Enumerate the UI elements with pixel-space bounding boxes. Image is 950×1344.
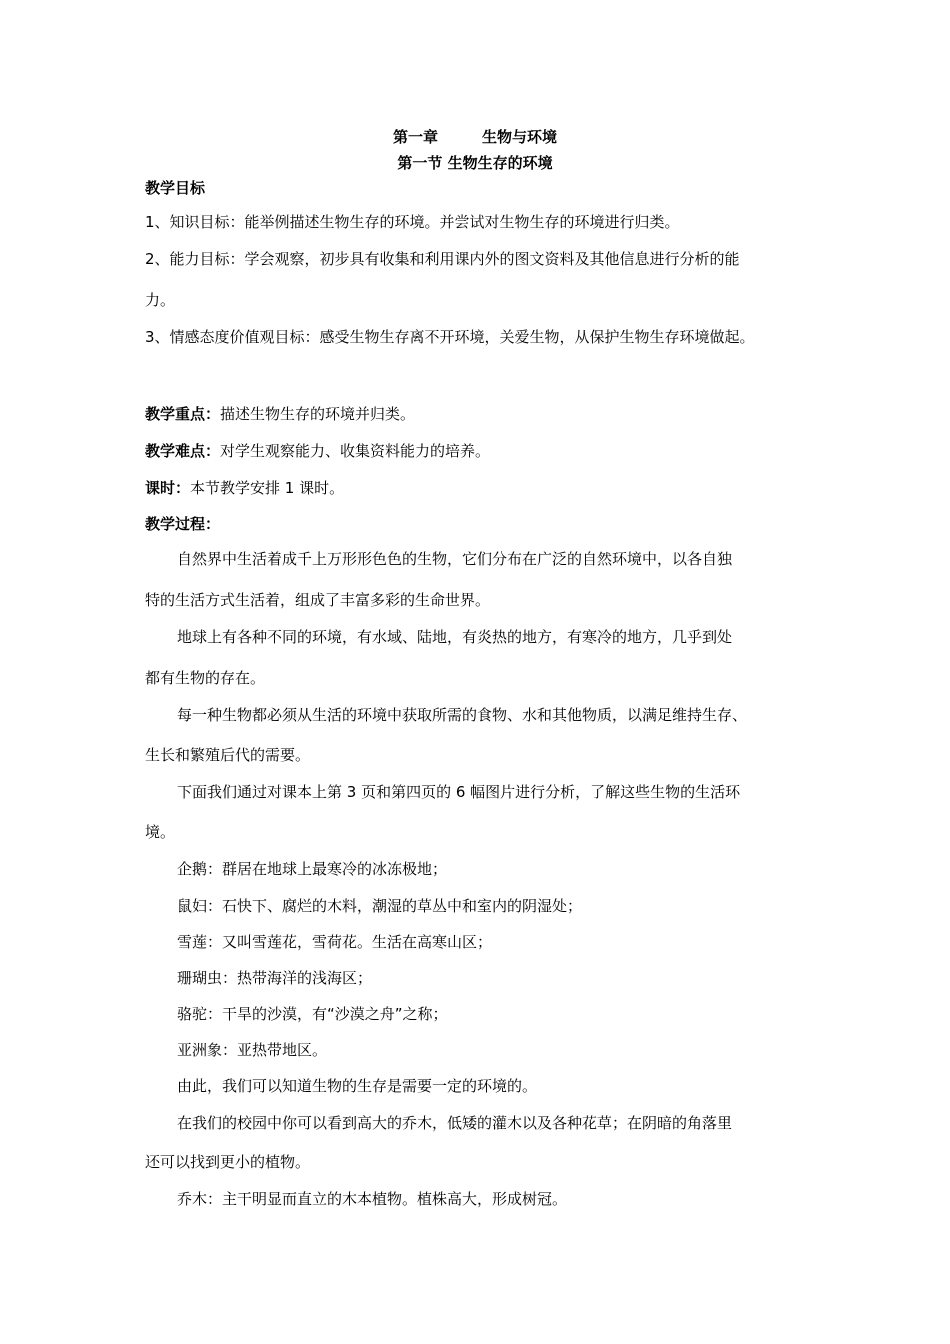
organism-elephant: 亚洲象：亚热带地区。 (177, 1041, 328, 1059)
section-title: 第一节 生物生存的环境 (397, 154, 553, 172)
paragraph-2-line2: 都有生物的存在。 (145, 669, 266, 687)
paragraph-3-line1: 每一种生物都必须从生活的环境中获取所需的食物、水和其他物质，以满足维持生存、 (177, 706, 748, 724)
paragraph-1-line2: 特的生活方式生活着，组成了丰富多彩的生命世界。 (145, 591, 491, 609)
key-points-label: 教学重点： (145, 405, 221, 423)
class-hours-text: 本节教学安排 1 课时。 (190, 479, 345, 497)
conclusion: 由此，我们可以知道生物的生存是需要一定的环境的。 (177, 1077, 538, 1095)
paragraph-4-line1: 下面我们通过对课本上第 3 页和第四页的 6 幅图片进行分析，了解这些生物的生活环 (177, 783, 741, 801)
chapter-label: 第一章 (392, 128, 438, 146)
paragraph-1-line1: 自然界中生活着成千上万形形色色的生物，它们分布在广泛的自然环境中，以各自独 (177, 550, 733, 568)
difficulties-text: 对学生观察能力、收集资料能力的培养。 (220, 442, 491, 460)
organism-camel: 骆驼：干旱的沙漠，有“沙漠之舟”之称； (177, 1005, 448, 1023)
paragraph-3-line2: 生长和繁殖后代的需要。 (145, 746, 311, 764)
paragraph-5-line1: 在我们的校园中你可以看到高大的乔木，低矮的灌木以及各种花草；在阴暗的角落里 (177, 1114, 733, 1132)
process-heading: 教学过程： (145, 515, 221, 533)
organism-coral: 珊瑚虫：热带海洋的浅海区； (177, 969, 373, 987)
class-hours-label: 课时： (145, 479, 191, 497)
paragraph-2-line1: 地球上有各种不同的环境，有水域、陆地，有炎热的地方，有寒冷的地方，几乎到处 (177, 628, 733, 646)
chapter-name: 生物与环境 (482, 128, 558, 146)
objective-ability-line2: 力。 (145, 291, 176, 309)
objective-ability-line1: 2、能力目标：学会观察，初步具有收集和利用课内外的图文资料及其他信息进行分析的能 (145, 250, 740, 268)
chapter-title (0, 127, 950, 147)
tree-definition: 乔木：主干明显而直立的木本植物。植株高大，形成树冠。 (177, 1190, 568, 1208)
organism-penguin: 企鹅：群居在地球上最寒冷的冰冻极地； (177, 860, 448, 878)
paragraph-5-line2: 还可以找到更小的植物。 (145, 1153, 311, 1171)
paragraph-4-line2: 境。 (145, 823, 176, 841)
objectives-heading: 教学目标 (145, 179, 206, 197)
class-hours (145, 478, 344, 498)
organism-snow-lotus: 雪莲：又叫雪莲花，雪荷花。生活在高寒山区； (177, 933, 493, 951)
objective-attitude: 3、情感态度价值观目标：感受生物生存离不开环境，关爱生物，从保护生物生存环境做起。 (145, 328, 755, 346)
key-points-text: 描述生物生存的环境并归类。 (220, 405, 416, 423)
key-points (145, 404, 415, 424)
organism-woodlouse: 鼠妇：石快下、腐烂的木料，潮湿的草丛中和室内的阴湿处； (177, 897, 583, 915)
objective-knowledge: 1、知识目标：能举例描述生物生存的环境。并尝试对生物生存的环境进行归类。 (145, 213, 680, 231)
difficulties-label: 教学难点： (145, 442, 221, 460)
difficulties (145, 441, 490, 461)
